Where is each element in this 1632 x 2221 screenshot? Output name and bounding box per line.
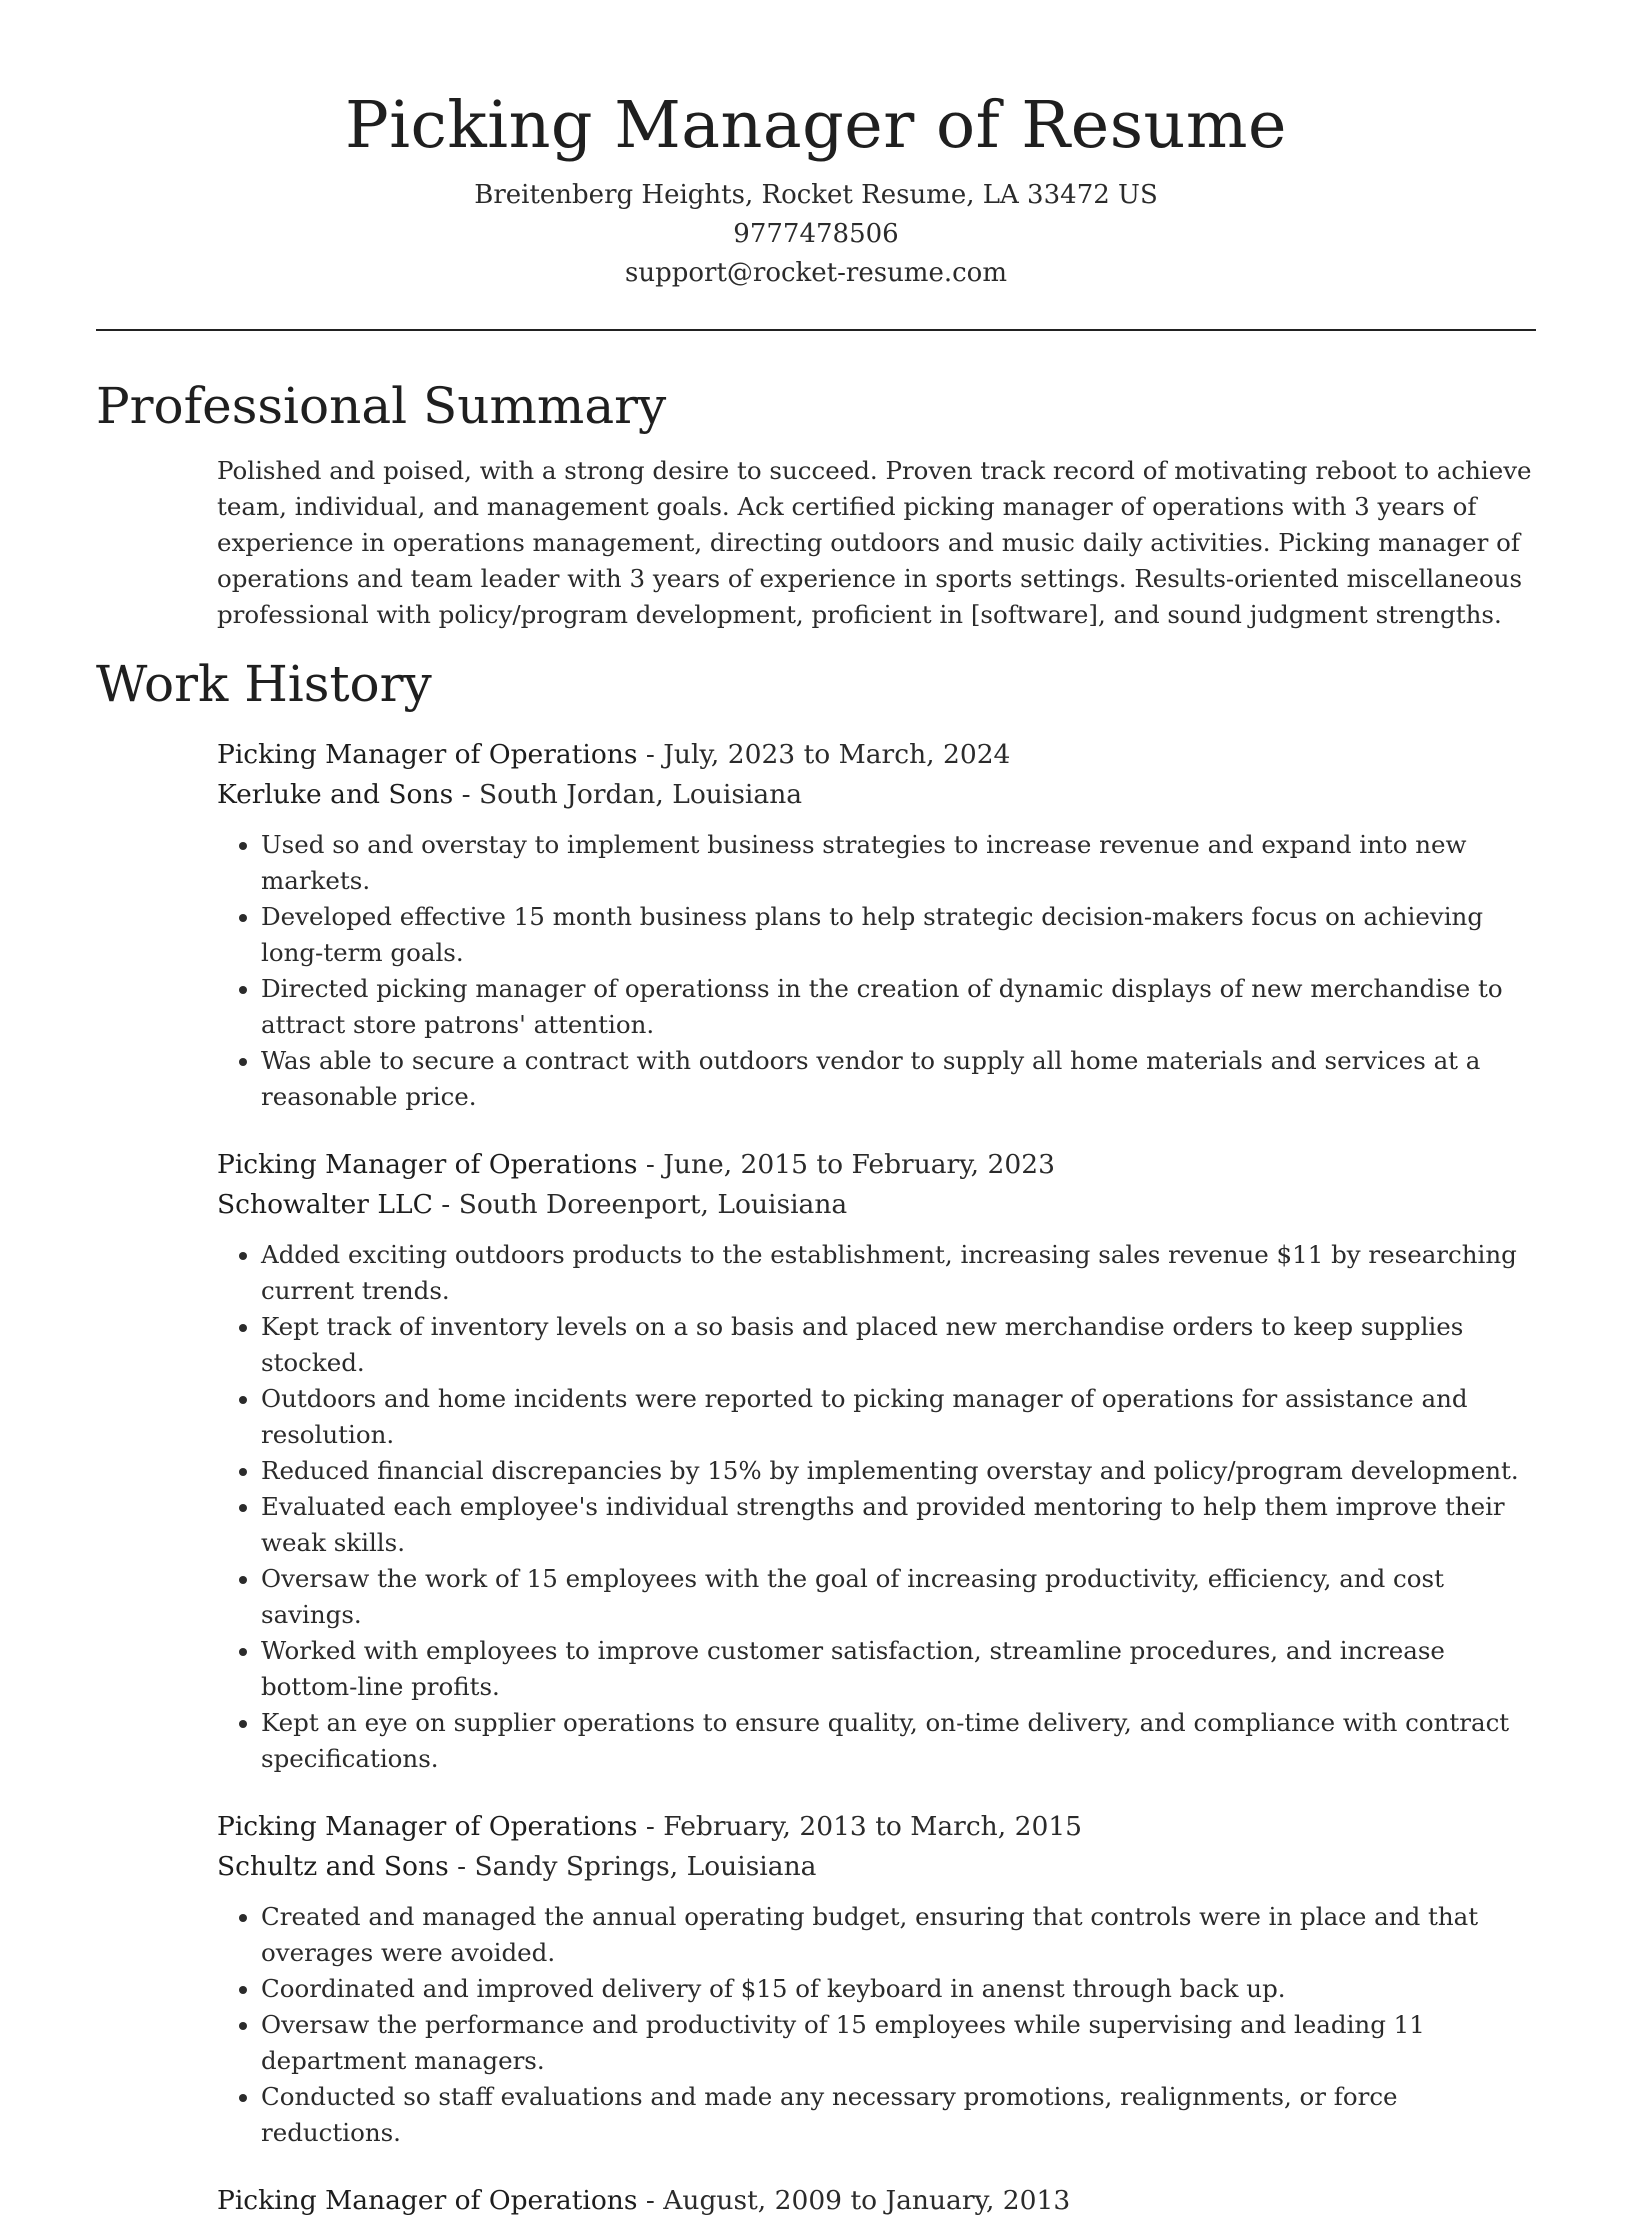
job-dates: June, 2015 to February, 2023: [663, 1149, 1055, 1180]
job-entry: [217, 1145, 1536, 1777]
job-bullet: • Kept track of inventory levels on a so basis and placed new merchandise orders to keep supplies stocked.: [261, 1309, 1536, 1381]
job-bullet: • Worked with employees to improve customer satisfaction, streamline procedures, and increase bottom-line profits.: [261, 1633, 1536, 1705]
job-bullet: • Oversaw the performance and productivity of 15 employees while supervising and leading 11 department managers.: [261, 2007, 1536, 2079]
job-entry: [217, 735, 1536, 1115]
job-title: Picking Manager of Operations: [217, 2185, 638, 2216]
separator: -: [432, 1189, 459, 1220]
contact-address: Breitenberg Heights, Rocket Resume, LA 33472 US: [474, 180, 1158, 210]
job-title-line: [217, 1807, 1536, 1847]
contact-phone: 9777478506: [733, 219, 899, 249]
job-bullets: [217, 1237, 1536, 1777]
job-entry: [217, 2181, 1536, 2221]
job-company: Schowalter LLC: [217, 1189, 433, 1220]
job-bullet: • Oversaw the work of 15 employees with the goal of increasing productivity, efficiency, and cost savings.: [261, 1561, 1536, 1633]
job-title: Picking Manager of Operations: [217, 1811, 638, 1842]
job-bullet: • Coordinated and improved delivery of $15 of keyboard in anenst through back up.: [261, 1971, 1536, 2007]
job-bullet: • Evaluated each employee's individual strengths and provided mentoring to help them improve their weak skills.: [261, 1489, 1536, 1561]
job-dates: August, 2009 to January, 2013: [663, 2185, 1071, 2216]
job-bullet: • Created and managed the annual operating budget, ensuring that controls were in place and that overages were avoided.: [261, 1899, 1536, 1971]
separator: -: [637, 1811, 664, 1842]
separator: -: [637, 1149, 664, 1180]
job-bullet: • Directed picking manager of operationss in the creation of dynamic displays of new merchandise to attract store patrons' attention.: [261, 971, 1536, 1043]
resume-title: Picking Manager of Resume: [344, 88, 1288, 163]
job-bullet: • Used so and overstay to implement business strategies to increase revenue and expand into new markets.: [261, 827, 1536, 899]
job-bullet: • Added exciting outdoors products to the establishment, increasing sales revenue $11 by researching current trends.: [261, 1237, 1536, 1309]
contact-info: [96, 176, 1536, 293]
job-bullets: [217, 827, 1536, 1115]
separator: -: [637, 2185, 664, 2216]
job-company: Kerluke and Sons: [217, 779, 454, 810]
separator: -: [637, 739, 664, 770]
separator: -: [453, 779, 479, 810]
job-title: Picking Manager of Operations: [217, 1149, 638, 1180]
job-bullet: • Developed effective 15 month business plans to help strategic decision-makers focus on achieving long-term goals.: [261, 899, 1536, 971]
separator: -: [448, 1851, 475, 1882]
job-company-line: [217, 1847, 1536, 1887]
job-location: South Doreenport, Louisiana: [458, 1189, 848, 1220]
job-title-line: [217, 2181, 1536, 2221]
professional-summary-section: [96, 373, 1536, 633]
job-bullet: • Kept an eye on supplier operations to ensure quality, on-time delivery, and compliance with contract specifications.: [261, 1705, 1536, 1777]
job-title-line: [217, 735, 1536, 775]
summary-text: Polished and poised, with a strong desire to succeed. Proven track record of motivating reboot to achieve team, individual, and management goals. Ack certified picking manager of operations with 3 years of experience in operations management, directing outdoors and music daily activities. Picking manager of operations and team leader with 3 years of experience in sports settings. Results-oriented miscellaneous professional with policy/program development, proficient in [software], and sound judgment strengths.: [217, 456, 1532, 629]
resume-header: [96, 0, 1536, 293]
work-history-heading: Work History: [96, 655, 432, 713]
job-dates: July, 2023 to March, 2024: [663, 739, 1011, 770]
job-location: South Jordan, Louisiana: [478, 779, 803, 810]
work-history-section: [96, 651, 1536, 2221]
job-bullet: • Outdoors and home incidents were reported to picking manager of operations for assistance and resolution.: [261, 1381, 1536, 1453]
job-bullet: • Conducted so staff evaluations and made any necessary promotions, realignments, or force reductions.: [261, 2079, 1536, 2151]
summary-heading: Professional Summary: [96, 377, 667, 435]
contact-email: support@rocket-resume.com: [624, 258, 1007, 288]
job-title-line: [217, 1145, 1536, 1185]
job-company-line: [217, 1185, 1536, 1225]
job-bullet: • Was able to secure a contract with outdoors vendor to supply all home materials and services at a reasonable price.: [261, 1043, 1536, 1115]
job-bullet: • Reduced financial discrepancies by 15% by implementing overstay and policy/program development.: [261, 1453, 1536, 1489]
job-title: Picking Manager of Operations: [217, 739, 638, 770]
job-bullets: [217, 1899, 1536, 2151]
header-divider: [96, 329, 1536, 331]
job-company: Schultz and Sons: [217, 1851, 449, 1882]
job-company-line: [217, 775, 1536, 815]
job-entry: [217, 1807, 1536, 2151]
job-location: Sandy Springs, Louisiana: [474, 1851, 817, 1882]
job-dates: February, 2013 to March, 2015: [663, 1811, 1083, 1842]
